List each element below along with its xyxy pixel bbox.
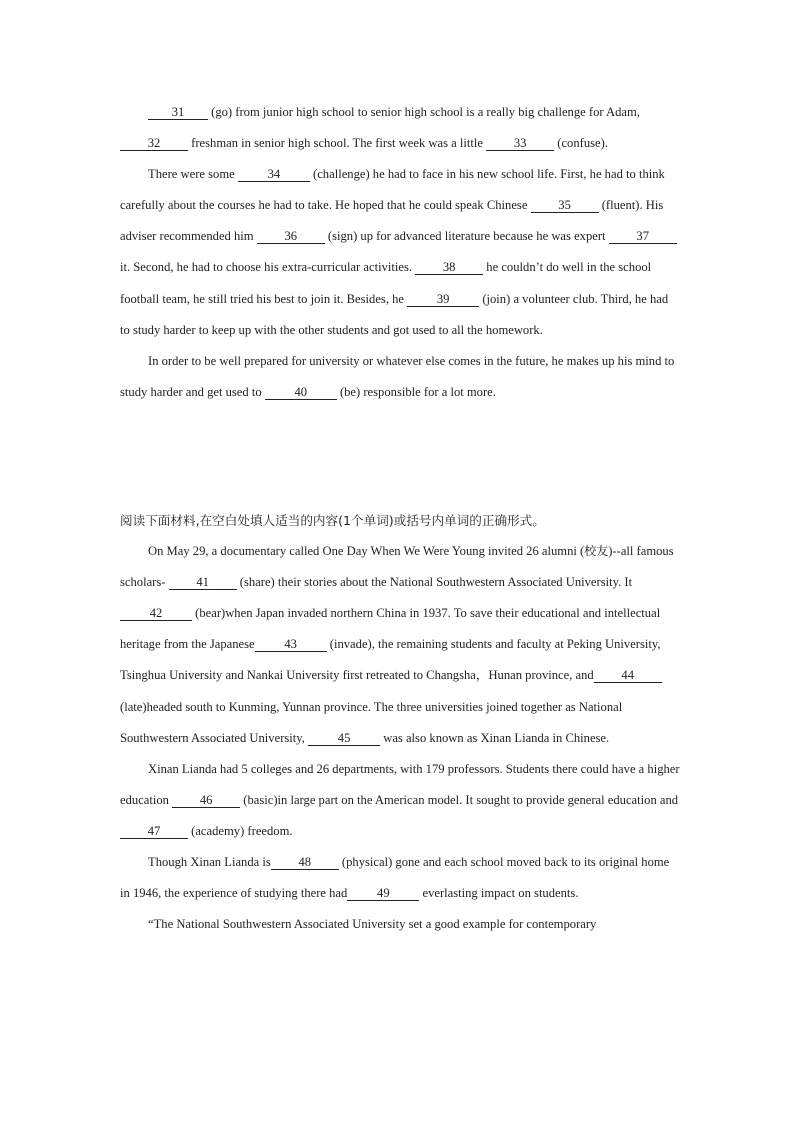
blank-43[interactable]: 43 — [255, 637, 327, 652]
text: )--all famous scholars- — [120, 544, 674, 590]
text: In order to be well prepared for university or whatever else comes in the future, he makes up his mind to study harder and get used to — [120, 353, 675, 399]
text: (physical) gone and each school moved back to its original home in 1946, the experience of studying there had — [120, 855, 670, 901]
passage-two-paragraph-3 — [120, 847, 680, 909]
text: (go) from junior high school to senior high school is a really big challenge for Adam, — [208, 105, 640, 119]
text: (bear)when Japan invaded northern China in 1937. To save their educational and intellectual heritage from the Japanese — [120, 606, 661, 652]
passage-two-paragraph-2 — [120, 754, 680, 847]
blank-47[interactable]: 47 — [120, 824, 188, 839]
blank-49[interactable]: 49 — [347, 886, 419, 901]
text: (share) their stories about the National Southwestern Associated University. It — [236, 575, 633, 590]
blank-35[interactable]: 35 — [531, 198, 599, 213]
text: (late)headed south to Kunming, Yunnan province. The three universities joined together as National Southwestern Associated University, — [120, 699, 623, 745]
text: (be) responsible for a lot more. — [336, 384, 496, 399]
blank-33[interactable]: 33 — [486, 136, 554, 151]
text: (academy) freedom. — [188, 823, 293, 838]
passage-one-paragraph-3 — [120, 346, 680, 408]
blank-31[interactable]: 31 — [148, 105, 208, 120]
passage-one-paragraph-2 — [120, 159, 680, 346]
blank-40[interactable]: 40 — [265, 385, 337, 400]
text: (challenge) he had to face in his new school life. First, he had to think carefully about the courses he had to take. He hoped that he could speak Chinese — [120, 167, 665, 213]
text: “The National Southwestern Associated University set a good example for contemporary — [148, 917, 597, 932]
blank-45[interactable]: 45 — [308, 731, 380, 746]
text: (join) a volunteer club. Third, he had to study harder to keep up with the other students and got used to all the homework. — [120, 291, 669, 337]
text: (basic)in large part on the American model. It sought to provide general education and — [240, 792, 679, 807]
text: (confuse). — [554, 136, 608, 151]
blank-37[interactable]: 37 — [609, 229, 677, 244]
text: everlasting impact on students. — [419, 886, 579, 901]
blank-41[interactable]: 41 — [169, 575, 237, 590]
text: Xinan Lianda had 5 colleges and 26 departments, with 179 professors. Students there could have a higher education — [120, 761, 680, 807]
text: (fluent). His adviser recommended him — [120, 198, 664, 244]
text: (sign) up for advanced literature because he was expert — [324, 229, 609, 244]
blank-46[interactable]: 46 — [172, 793, 240, 808]
text: was also known as Xinan Lianda in Chinese. — [380, 730, 610, 745]
blank-42[interactable]: 42 — [120, 606, 192, 621]
blank-38[interactable]: 38 — [415, 260, 483, 275]
passage-two-paragraph-4 — [120, 909, 680, 940]
passage-one — [120, 97, 680, 408]
text: On May 29, a documentary called One Day When We Were Young invited 26 alumni ( — [148, 544, 585, 559]
blank-44[interactable]: 44 — [594, 668, 662, 683]
text: (invade), the remaining students and faculty at Peking University, Tsinghua University and Nankai University first retreated to Changsha，Hunan province, and — [120, 637, 661, 683]
passage-two-paragraph-1 — [120, 536, 680, 754]
blank-34[interactable]: 34 — [238, 167, 310, 182]
blank-39[interactable]: 39 — [407, 292, 479, 307]
text: it. Second, he had to choose his extra-curricular activities. — [120, 260, 416, 275]
text: Though Xinan Lianda is — [148, 855, 271, 870]
passage-one-paragraph-1 — [120, 97, 680, 159]
chinese-gloss: 校友 — [584, 544, 609, 559]
text: There were some — [148, 167, 238, 182]
text: freshman in senior high school. The first week was a little — [188, 136, 487, 151]
passage-two — [120, 505, 680, 940]
blank-32[interactable]: 32 — [120, 136, 188, 151]
blank-48[interactable]: 48 — [271, 855, 339, 870]
text: he couldn’t do well in the school football team, he still tried his best to join it. Besides, he — [120, 260, 652, 306]
instruction-heading: 阅读下面材料,在空白处填人适当的内容(1个单词)或括号内单词的正确形式。 — [120, 513, 545, 528]
blank-36[interactable]: 36 — [257, 229, 325, 244]
